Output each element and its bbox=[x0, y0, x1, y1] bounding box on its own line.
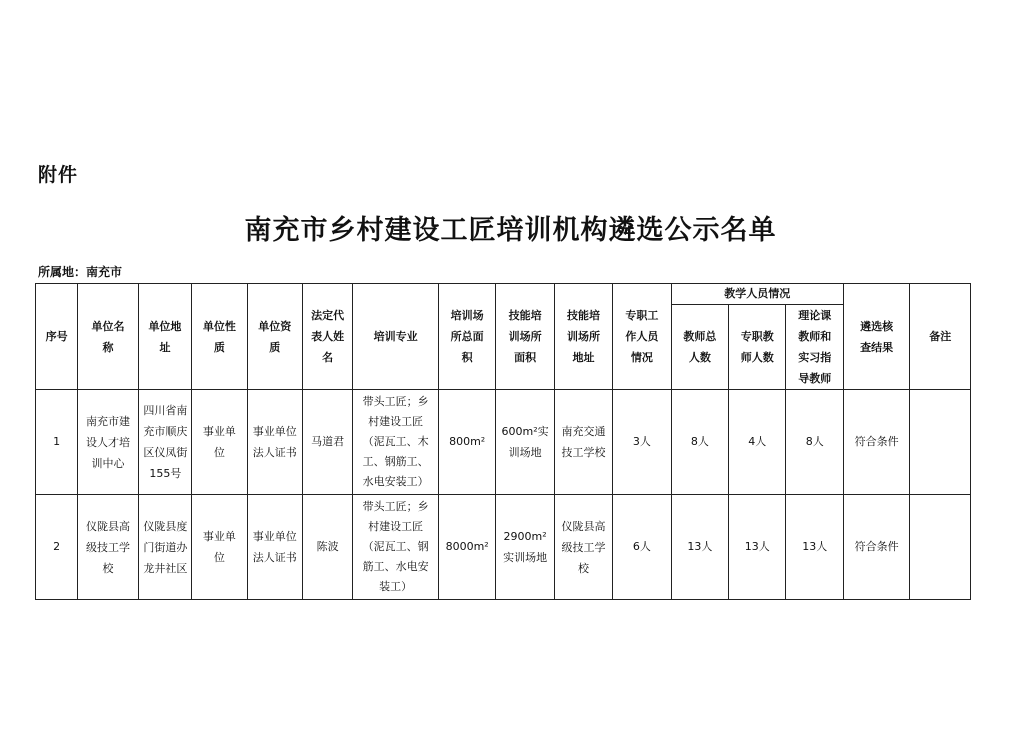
page-title: 南充市乡村建设工匠培训机构遴选公示名单 bbox=[244, 215, 777, 246]
header-major: 培训专业 bbox=[353, 284, 439, 390]
header-theory-practice bbox=[786, 305, 843, 390]
cell-major bbox=[353, 495, 439, 600]
header-unit-name bbox=[78, 284, 138, 390]
header-skill-area bbox=[496, 284, 554, 390]
cell-total-area: 800m² bbox=[438, 390, 495, 495]
cell-unit-name-text: 仪陇县高级技工学校 bbox=[86, 519, 131, 575]
cell-unit-qualification-text: 事业单位法人证书 bbox=[252, 425, 297, 459]
header-fulltime-teachers bbox=[729, 305, 786, 390]
header-unit-name-text: 单位名称 bbox=[91, 319, 125, 354]
cell-unit-qualification bbox=[247, 495, 302, 600]
cell-remark bbox=[910, 390, 971, 495]
cell-major bbox=[353, 390, 439, 495]
institution-table bbox=[35, 283, 971, 600]
cell-skill-address bbox=[554, 390, 612, 495]
attachment-label: 附件 bbox=[38, 164, 79, 186]
cell-skill-area bbox=[496, 390, 554, 495]
header-staff-text: 专职工作人员情况 bbox=[625, 309, 659, 364]
header-seq: 序号 bbox=[36, 284, 78, 390]
location-label: 所属地：南充市 bbox=[38, 265, 123, 279]
cell-remark bbox=[910, 495, 971, 600]
cell-skill-area-text: 2900m²实训场地 bbox=[503, 530, 548, 564]
header-teachers-total bbox=[671, 305, 728, 390]
cell-skill-area bbox=[496, 495, 554, 600]
cell-major-text: 带头工匠；乡村建设工匠（泥瓦工、钢筋工、水电安装工） bbox=[362, 500, 429, 593]
header-theory-practice-text: 理论课教师和实习指导教师 bbox=[798, 309, 832, 385]
cell-unit-name-text: 南充市建设人才培训中心 bbox=[86, 414, 131, 470]
header-unit-qualification bbox=[247, 284, 302, 390]
cell-teachers-total: 13人 bbox=[671, 495, 728, 600]
cell-skill-address bbox=[554, 495, 612, 600]
header-skill-area-text: 技能培训场所面积 bbox=[508, 309, 542, 364]
cell-unit-address bbox=[138, 390, 191, 495]
cell-unit-qualification bbox=[247, 390, 302, 495]
cell-skill-area-text: 600m²实训场地 bbox=[501, 425, 549, 459]
cell-unit-name bbox=[78, 495, 138, 600]
cell-total-area: 8000m² bbox=[438, 495, 495, 600]
header-result bbox=[843, 284, 909, 390]
header-teachers-total-text: 教师总人数 bbox=[683, 330, 717, 364]
cell-teachers-total: 8人 bbox=[671, 390, 728, 495]
cell-result: 符合条件 bbox=[843, 495, 909, 600]
header-total-area bbox=[438, 284, 495, 390]
cell-unit-name bbox=[78, 390, 138, 495]
cell-unit-qualification-text: 事业单位法人证书 bbox=[252, 530, 297, 564]
cell-unit-nature-text: 事业单位 bbox=[202, 425, 236, 459]
cell-unit-address-text: 仪陇县度门街道办龙井社区 bbox=[143, 519, 188, 575]
header-unit-address bbox=[138, 284, 191, 390]
cell-unit-nature bbox=[192, 390, 247, 495]
cell-result: 符合条件 bbox=[843, 390, 909, 495]
cell-theory-practice: 8人 bbox=[786, 390, 843, 495]
cell-unit-nature bbox=[192, 495, 247, 600]
cell-fulltime-teachers: 13人 bbox=[729, 495, 786, 600]
cell-skill-address-text: 仪陇县高级技工学校 bbox=[561, 519, 606, 575]
header-result-text: 遴选核查结果 bbox=[860, 319, 894, 354]
header-fulltime-teachers-text: 专职教师人数 bbox=[740, 330, 774, 364]
header-teaching-group: 教学人员情况 bbox=[671, 284, 843, 305]
header-skill-address bbox=[554, 284, 612, 390]
cell-skill-address-text: 南充交通技工学校 bbox=[561, 425, 606, 459]
table-row bbox=[36, 495, 971, 600]
header-unit-address-text: 单位地址 bbox=[148, 319, 182, 354]
header-skill-address-text: 技能培训场所地址 bbox=[567, 309, 600, 364]
cell-staff: 3人 bbox=[613, 390, 671, 495]
header-unit-nature-text: 单位性质 bbox=[202, 319, 236, 354]
header-remark: 备注 bbox=[910, 284, 971, 390]
header-legal-rep-text: 法定代表人姓名 bbox=[311, 309, 345, 364]
header-unit-qualification-text: 单位资质 bbox=[258, 319, 292, 354]
cell-fulltime-teachers: 4人 bbox=[729, 390, 786, 495]
header-unit-nature bbox=[192, 284, 247, 390]
cell-major-text: 带头工匠；乡村建设工匠（泥瓦工、木工、钢筋工、水电安装工） bbox=[362, 395, 429, 488]
header-legal-rep bbox=[302, 284, 352, 390]
header-staff bbox=[613, 284, 671, 390]
cell-theory-practice: 13人 bbox=[786, 495, 843, 600]
cell-legal-rep: 马道君 bbox=[302, 390, 352, 495]
table-row bbox=[36, 390, 971, 495]
cell-staff: 6人 bbox=[613, 495, 671, 600]
cell-unit-address bbox=[138, 495, 191, 600]
header-row-top bbox=[36, 284, 971, 305]
cell-seq: 2 bbox=[36, 495, 78, 600]
cell-legal-rep: 陈波 bbox=[302, 495, 352, 600]
cell-unit-nature-text: 事业单位 bbox=[202, 530, 236, 564]
header-total-area-text: 培训场所总面积 bbox=[450, 309, 484, 364]
cell-unit-address-text: 四川省南充市顺庆区仪凤街155号 bbox=[143, 404, 188, 480]
cell-seq: 1 bbox=[36, 390, 78, 495]
